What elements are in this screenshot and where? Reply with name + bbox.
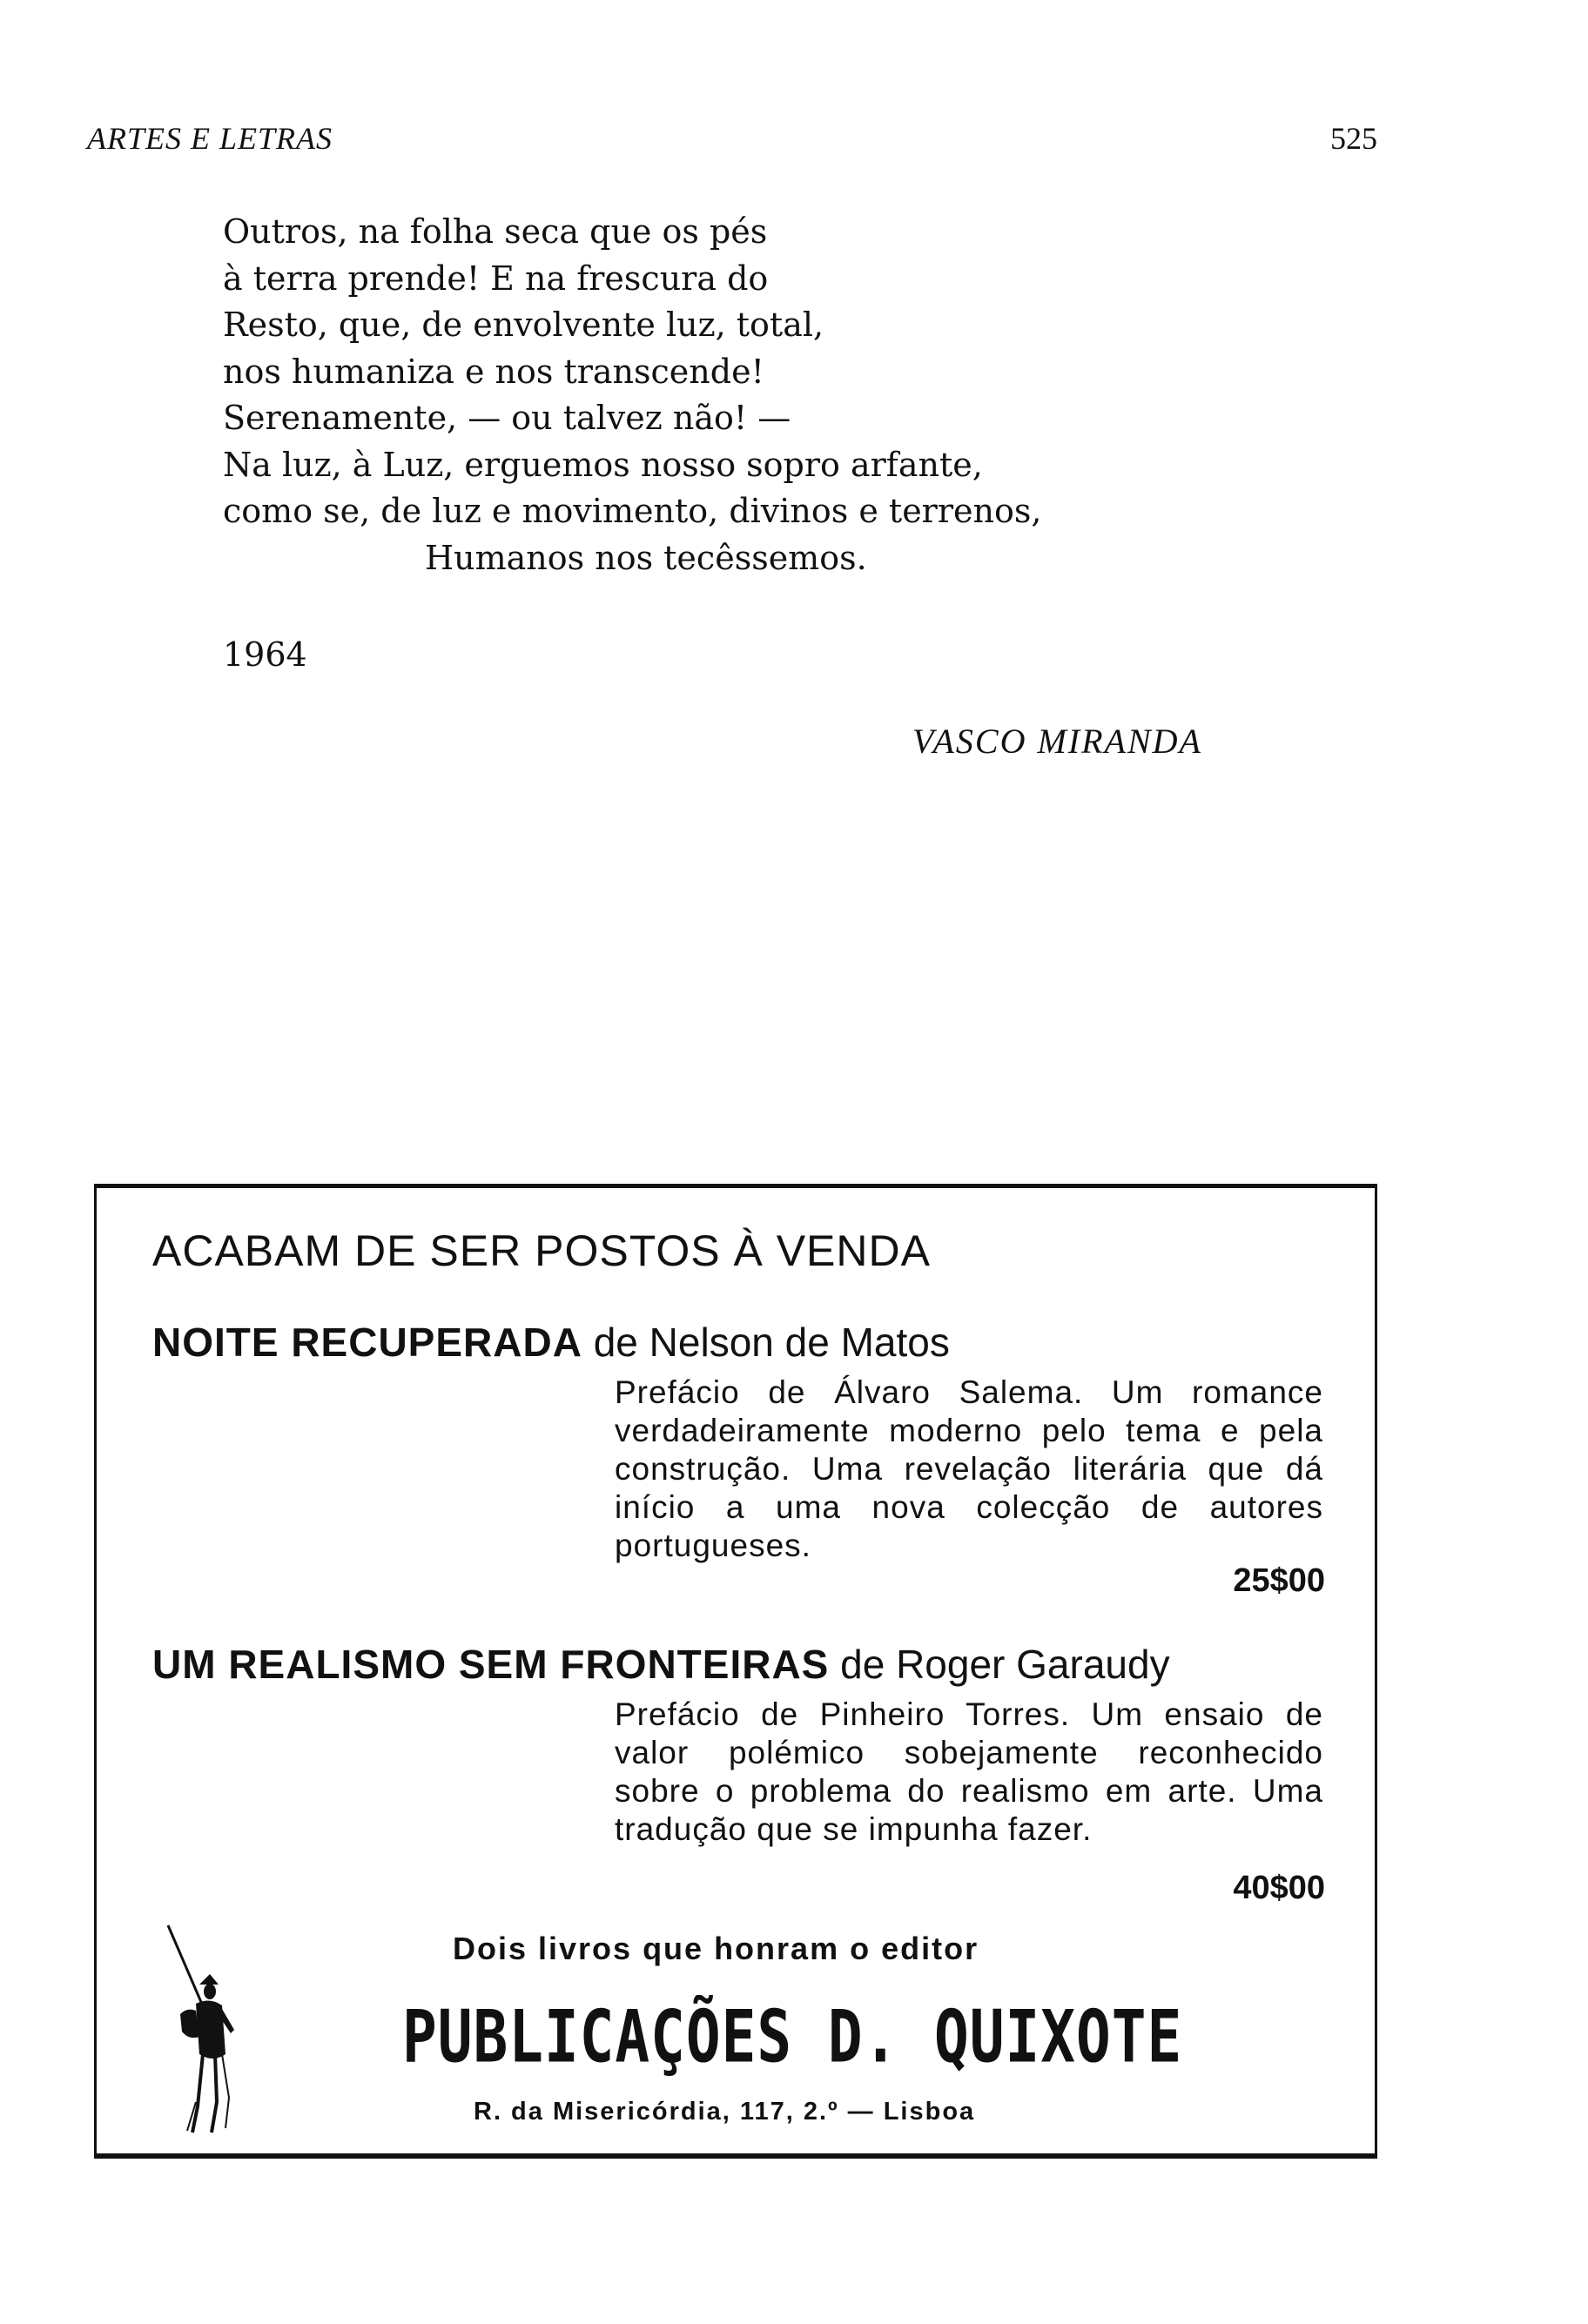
poem-line: Outros, na folha seca que os pés — [223, 212, 768, 251]
poem-line: Na luz, à Luz, erguemos nosso sopro arfante, — [223, 445, 983, 484]
publisher-address: R. da Misericórdia, 117, 2.º — Lisboa — [474, 2098, 976, 2126]
book-author: de Nelson de Matos — [593, 1320, 950, 1365]
publisher-name: PUBLICAÇÕES D. QUIXOTE — [402, 1995, 1183, 2079]
book-price: 25$00 — [1233, 1562, 1325, 1599]
page-number: 525 — [1330, 121, 1377, 156]
book-author: de Roger Garaudy — [840, 1642, 1170, 1687]
ad-heading: ACABAM DE SER POSTOS À VENDA — [152, 1226, 931, 1275]
poem-line: à terra prende! E na frescura do — [223, 259, 769, 298]
book-price: 40$00 — [1233, 1870, 1325, 1906]
running-title: ARTES E LETRAS — [87, 121, 333, 156]
ad-tagline: Dois livros que honram o editor — [453, 1931, 979, 1966]
book-title: UM REALISMO SEM FRONTEIRAS — [152, 1642, 830, 1687]
book-title-line — [152, 1319, 950, 1366]
poem-line: nos humaniza e nos transcende! — [223, 352, 764, 391]
poem-author: VASCO MIRANDA — [912, 722, 1202, 761]
don-quixote-figure-icon — [161, 1924, 266, 2141]
book-description: Prefácio de Pinheiro Torres. Um ensaio de valor polémico sobejamente reconhecido sobre o problema do realismo em arte. Uma tradução que se impunha fazer. — [615, 1696, 1323, 1847]
poem-line: Humanos nos tecêssemos. — [425, 538, 867, 577]
poem — [223, 209, 1041, 581]
poem-line: como se, de luz e movimento, divinos e terrenos, — [223, 492, 1042, 530]
book-title-line — [152, 1641, 1170, 1688]
book-description: Prefácio de Álvaro Salema. Um romance verdadeiramente moderno pelo tema e pela construção. Uma revelação literária que dá início a uma nova colecção de autores portugueses. — [615, 1374, 1323, 1563]
poem-year: 1964 — [223, 635, 307, 674]
book-title: NOITE RECUPERADA — [152, 1320, 582, 1365]
poem-line: Serenamente, — ou talvez não! — — [223, 399, 791, 437]
poem-line: Resto, que, de envolvente luz, total, — [223, 306, 824, 344]
